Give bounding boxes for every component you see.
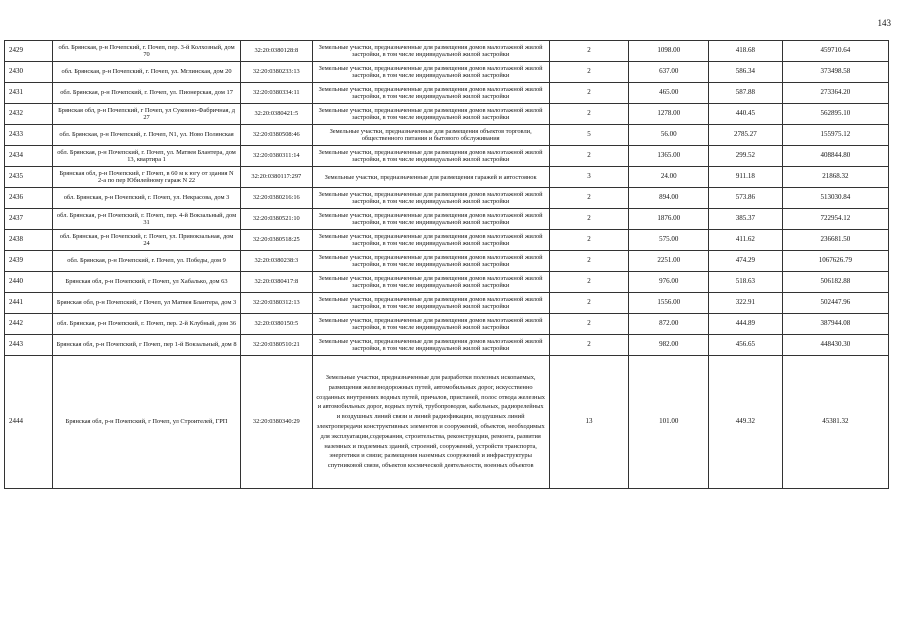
cadastral-value-cell: 387944.08 (782, 314, 888, 335)
specific-value-cell: 299.52 (709, 146, 783, 167)
cadastral-value-cell: 448430.30 (782, 335, 888, 356)
land-use-cell: Земельные участки, предназначенные для размещения домов малоэтажной жилой застройки, в том числе индивидуальной жилой застройки (312, 314, 549, 335)
specific-value-cell: 573.86 (709, 188, 783, 209)
specific-value-cell: 385.37 (709, 209, 783, 230)
cadastral-value-cell: 273364.20 (782, 83, 888, 104)
address-cell: обл. Брянская, р-н Почепский, г. Почеп, ул. Некрасова, дом 3 (53, 188, 241, 209)
land-use-cell: Земельные участки, предназначенные для размещения домов малоэтажной жилой застройки, в том числе индивидуальной жилой застройки (312, 83, 549, 104)
land-use-cell: Земельные участки, предназначенные для размещения домов малоэтажной жилой застройки, в том числе индивидуальной жилой застройки (312, 272, 549, 293)
area-cell: 894.00 (629, 188, 709, 209)
group-code-cell: 2 (549, 293, 629, 314)
area-cell: 465.00 (629, 83, 709, 104)
row-number: 2444 (5, 356, 53, 489)
table-row (5, 314, 889, 335)
table-row (5, 104, 889, 125)
row-number: 2435 (5, 167, 53, 188)
specific-value-cell: 322.91 (709, 293, 783, 314)
address-cell: обл. Брянская, р-н Почепский, г. Почеп, пер. 2-й Клубный, дом 36 (53, 314, 241, 335)
land-use-cell: Земельные участки, предназначенные для размещения домов малоэтажной жилой застройки, в том числе индивидуальной жилой застройки (312, 62, 549, 83)
table-row (5, 251, 889, 272)
land-use-cell: Земельные участки, предназначенные для размещения домов малоэтажной жилой застройки, в том числе индивидуальной жилой застройки (312, 251, 549, 272)
cadastral-number-cell: 32:20:0380117:297 (241, 167, 313, 188)
cadastral-value-cell: 21868.32 (782, 167, 888, 188)
cadastral-number-cell: 32:20:0380216:16 (241, 188, 313, 209)
address-cell: Брянская обл, р-н Почепский, г Почеп, пер 1-й Вокзальный, дом 8 (53, 335, 241, 356)
land-use-cell: Земельные участки, предназначенные для размещения домов малоэтажной жилой застройки, в том числе индивидуальной жилой застройки (312, 335, 549, 356)
table-row (5, 83, 889, 104)
cadastral-value-cell: 459710.64 (782, 41, 888, 62)
table-row (5, 335, 889, 356)
row-number: 2442 (5, 314, 53, 335)
cadastral-number-cell: 32:20:0380334:11 (241, 83, 313, 104)
table-row (5, 188, 889, 209)
group-code-cell: 2 (549, 251, 629, 272)
row-number: 2441 (5, 293, 53, 314)
group-code-cell: 2 (549, 209, 629, 230)
group-code-cell: 2 (549, 41, 629, 62)
specific-value-cell: 440.45 (709, 104, 783, 125)
group-code-cell: 2 (549, 335, 629, 356)
address-cell: Брянская обл, р-н Почепский, г Почеп, ул Хабалько, дом 63 (53, 272, 241, 293)
land-use-cell: Земельные участки, предназначенные для размещения домов малоэтажной жилой застройки, в том числе индивидуальной жилой застройки (312, 41, 549, 62)
land-plots-table (4, 40, 889, 489)
cadastral-value-cell: 562895.10 (782, 104, 888, 125)
area-cell: 1556.00 (629, 293, 709, 314)
group-code-cell: 3 (549, 167, 629, 188)
area-cell: 575.00 (629, 230, 709, 251)
cadastral-value-cell: 502447.96 (782, 293, 888, 314)
land-use-cell: Земельные участки, предназначенные для размещения домов малоэтажной жилой застройки, в том числе индивидуальной жилой застройки (312, 146, 549, 167)
group-code-cell: 13 (549, 356, 629, 489)
table-row (5, 356, 889, 489)
address-cell: обл. Брянская, р-н Почепский, г. Почеп, пер. 3-й Колхозный, дом 70 (53, 41, 241, 62)
land-use-cell: Земельные участки, предназначенные для размещения домов малоэтажной жилой застройки, в том числе индивидуальной жилой застройки (312, 104, 549, 125)
cadastral-value-cell: 513030.84 (782, 188, 888, 209)
cadastral-number-cell: 32:20:0380150:5 (241, 314, 313, 335)
address-cell: Брянская обл, р-н Почепский, г Почеп, ул Строителей, ГРП (53, 356, 241, 489)
area-cell: 1365.00 (629, 146, 709, 167)
address-cell: обл. Брянская, р-н Почепский, г. Почеп, ул. Победы, дом 9 (53, 251, 241, 272)
group-code-cell: 2 (549, 146, 629, 167)
cadastral-number-cell: 32:20:0380128:8 (241, 41, 313, 62)
land-use-cell: Земельные участки, предназначенные для размещения объектов торговли, общественного питания и бытового обслуживания (312, 125, 549, 146)
row-number: 2431 (5, 83, 53, 104)
area-cell: 982.00 (629, 335, 709, 356)
address-cell: обл. Брянская, р-н Почепский, г. Почеп, ул. Мглинская, дом 20 (53, 62, 241, 83)
address-cell: обл. Брянская, р-н Почепский, г. Почеп, ул. Привокзальная, дом 24 (53, 230, 241, 251)
cadastral-number-cell: 32:20:0380508:46 (241, 125, 313, 146)
group-code-cell: 2 (549, 62, 629, 83)
specific-value-cell: 444.89 (709, 314, 783, 335)
table-row (5, 167, 889, 188)
cadastral-number-cell: 32:20:0380521:10 (241, 209, 313, 230)
cadastral-number-cell: 32:20:0380311:14 (241, 146, 313, 167)
area-cell: 101.00 (629, 356, 709, 489)
specific-value-cell: 518.63 (709, 272, 783, 293)
cadastral-value-cell: 373498.58 (782, 62, 888, 83)
table-row (5, 125, 889, 146)
land-use-cell: Земельные участки, предназначенные для размещения домов малоэтажной жилой застройки, в том числе индивидуальной жилой застройки (312, 293, 549, 314)
row-number: 2443 (5, 335, 53, 356)
specific-value-cell: 2785.27 (709, 125, 783, 146)
address-cell: обл. Брянская, р-н Почепский, г. Почеп, ул. Пионерская, дом 17 (53, 83, 241, 104)
address-cell: Брянская обл, р-н Почепский, г Почеп, ул Матвея Блантера, дом 3 (53, 293, 241, 314)
address-cell: обл. Брянская, р-н Почепский, г. Почеп, N1, ул. Ново Полянская (53, 125, 241, 146)
cadastral-value-cell: 45381.32 (782, 356, 888, 489)
cadastral-number-cell: 32:20:0380510:21 (241, 335, 313, 356)
group-code-cell: 2 (549, 104, 629, 125)
area-cell: 637.00 (629, 62, 709, 83)
area-cell: 2251.00 (629, 251, 709, 272)
address-cell: обл. Брянская, р-н Почепский, г. Почеп, ул. Матвея Блантера, дом 13, квартира 1 (53, 146, 241, 167)
specific-value-cell: 418.68 (709, 41, 783, 62)
cadastral-value-cell: 408844.80 (782, 146, 888, 167)
group-code-cell: 2 (549, 230, 629, 251)
group-code-cell: 2 (549, 272, 629, 293)
specific-value-cell: 474.29 (709, 251, 783, 272)
group-code-cell: 5 (549, 125, 629, 146)
row-number: 2433 (5, 125, 53, 146)
row-number: 2430 (5, 62, 53, 83)
area-cell: 872.00 (629, 314, 709, 335)
row-number: 2438 (5, 230, 53, 251)
group-code-cell: 2 (549, 314, 629, 335)
area-cell: 976.00 (629, 272, 709, 293)
cadastral-number-cell: 32:20:0380421:5 (241, 104, 313, 125)
row-number: 2437 (5, 209, 53, 230)
area-cell: 1098.00 (629, 41, 709, 62)
row-number: 2434 (5, 146, 53, 167)
cadastral-number-cell: 32:20:0380417:8 (241, 272, 313, 293)
specific-value-cell: 456.65 (709, 335, 783, 356)
address-cell: обл. Брянская, р-н Почепский, г. Почеп, пер. 4-й Вокзальный, дом 31 (53, 209, 241, 230)
specific-value-cell: 411.62 (709, 230, 783, 251)
group-code-cell: 2 (549, 83, 629, 104)
cadastral-number-cell: 32:20:0380233:13 (241, 62, 313, 83)
row-number: 2439 (5, 251, 53, 272)
page-number: 143 (877, 18, 891, 28)
address-cell: Брянская обл, р-н Почепский, г Почеп, ул Суконно-Фабричная, д 27 (53, 104, 241, 125)
row-number: 2432 (5, 104, 53, 125)
land-use-cell: Земельные участки, предназначенные для разработки полезных ископаемых, размещения железнодорожных путей, автомобильных дорог, искусственно созданных внутренних водных путей, причалов, пристаней, полос отвода железных и автомобильных дорог, водных путей, трубопроводов, кабельных, радиорелейных и воздушных линий связи и линий радиофикации, воздушных линий электропередачи конструктивных элементов и сооружений, объектов, необходимых для эксплуатации,содержания, строительства, реконструкции, ремонта, развития наземных и подземных зданий, строений, сооружений, устройств транспорта, энергетики и связи; размещения наземных сооружений и инфраструктуры спутниковой связи, объектов космической деятельности, военных объектов (312, 356, 549, 489)
row-number: 2429 (5, 41, 53, 62)
specific-value-cell: 449.32 (709, 356, 783, 489)
cadastral-number-cell: 32:20:0380518:25 (241, 230, 313, 251)
table-row (5, 146, 889, 167)
area-cell: 1876.00 (629, 209, 709, 230)
specific-value-cell: 911.18 (709, 167, 783, 188)
table-row (5, 62, 889, 83)
table-row (5, 230, 889, 251)
cadastral-value-cell: 722954.12 (782, 209, 888, 230)
cadastral-value-cell: 506182.88 (782, 272, 888, 293)
table-row (5, 272, 889, 293)
table-body (5, 41, 889, 489)
land-use-cell: Земельные участки, предназначенные для размещения домов малоэтажной жилой застройки, в том числе индивидуальной жилой застройки (312, 230, 549, 251)
specific-value-cell: 586.34 (709, 62, 783, 83)
cadastral-number-cell: 32:20:0380238:3 (241, 251, 313, 272)
area-cell: 56.00 (629, 125, 709, 146)
table-row (5, 293, 889, 314)
group-code-cell: 2 (549, 188, 629, 209)
cadastral-number-cell: 32:20:0380340:29 (241, 356, 313, 489)
table-row (5, 41, 889, 62)
cadastral-number-cell: 32:20:0380312:13 (241, 293, 313, 314)
land-use-cell: Земельные участки, предназначенные для размещения домов малоэтажной жилой застройки, в том числе индивидуальной жилой застройки (312, 188, 549, 209)
cadastral-value-cell: 155975.12 (782, 125, 888, 146)
area-cell: 24.00 (629, 167, 709, 188)
cadastral-value-cell: 1067626.79 (782, 251, 888, 272)
area-cell: 1278.00 (629, 104, 709, 125)
table-row (5, 209, 889, 230)
specific-value-cell: 587.88 (709, 83, 783, 104)
row-number: 2436 (5, 188, 53, 209)
row-number: 2440 (5, 272, 53, 293)
land-use-cell: Земельные участки, предназначенные для размещения домов малоэтажной жилой застройки, в том числе индивидуальной жилой застройки (312, 209, 549, 230)
address-cell: Брянская обл, р-н Почепский, г Почеп, в 60 м к югу от здания N 2-а по пер Юбилейному гараж N 22 (53, 167, 241, 188)
land-use-cell: Земельные участки, предназначенные для размещения гаражей и автостоянок (312, 167, 549, 188)
cadastral-value-cell: 236681.50 (782, 230, 888, 251)
